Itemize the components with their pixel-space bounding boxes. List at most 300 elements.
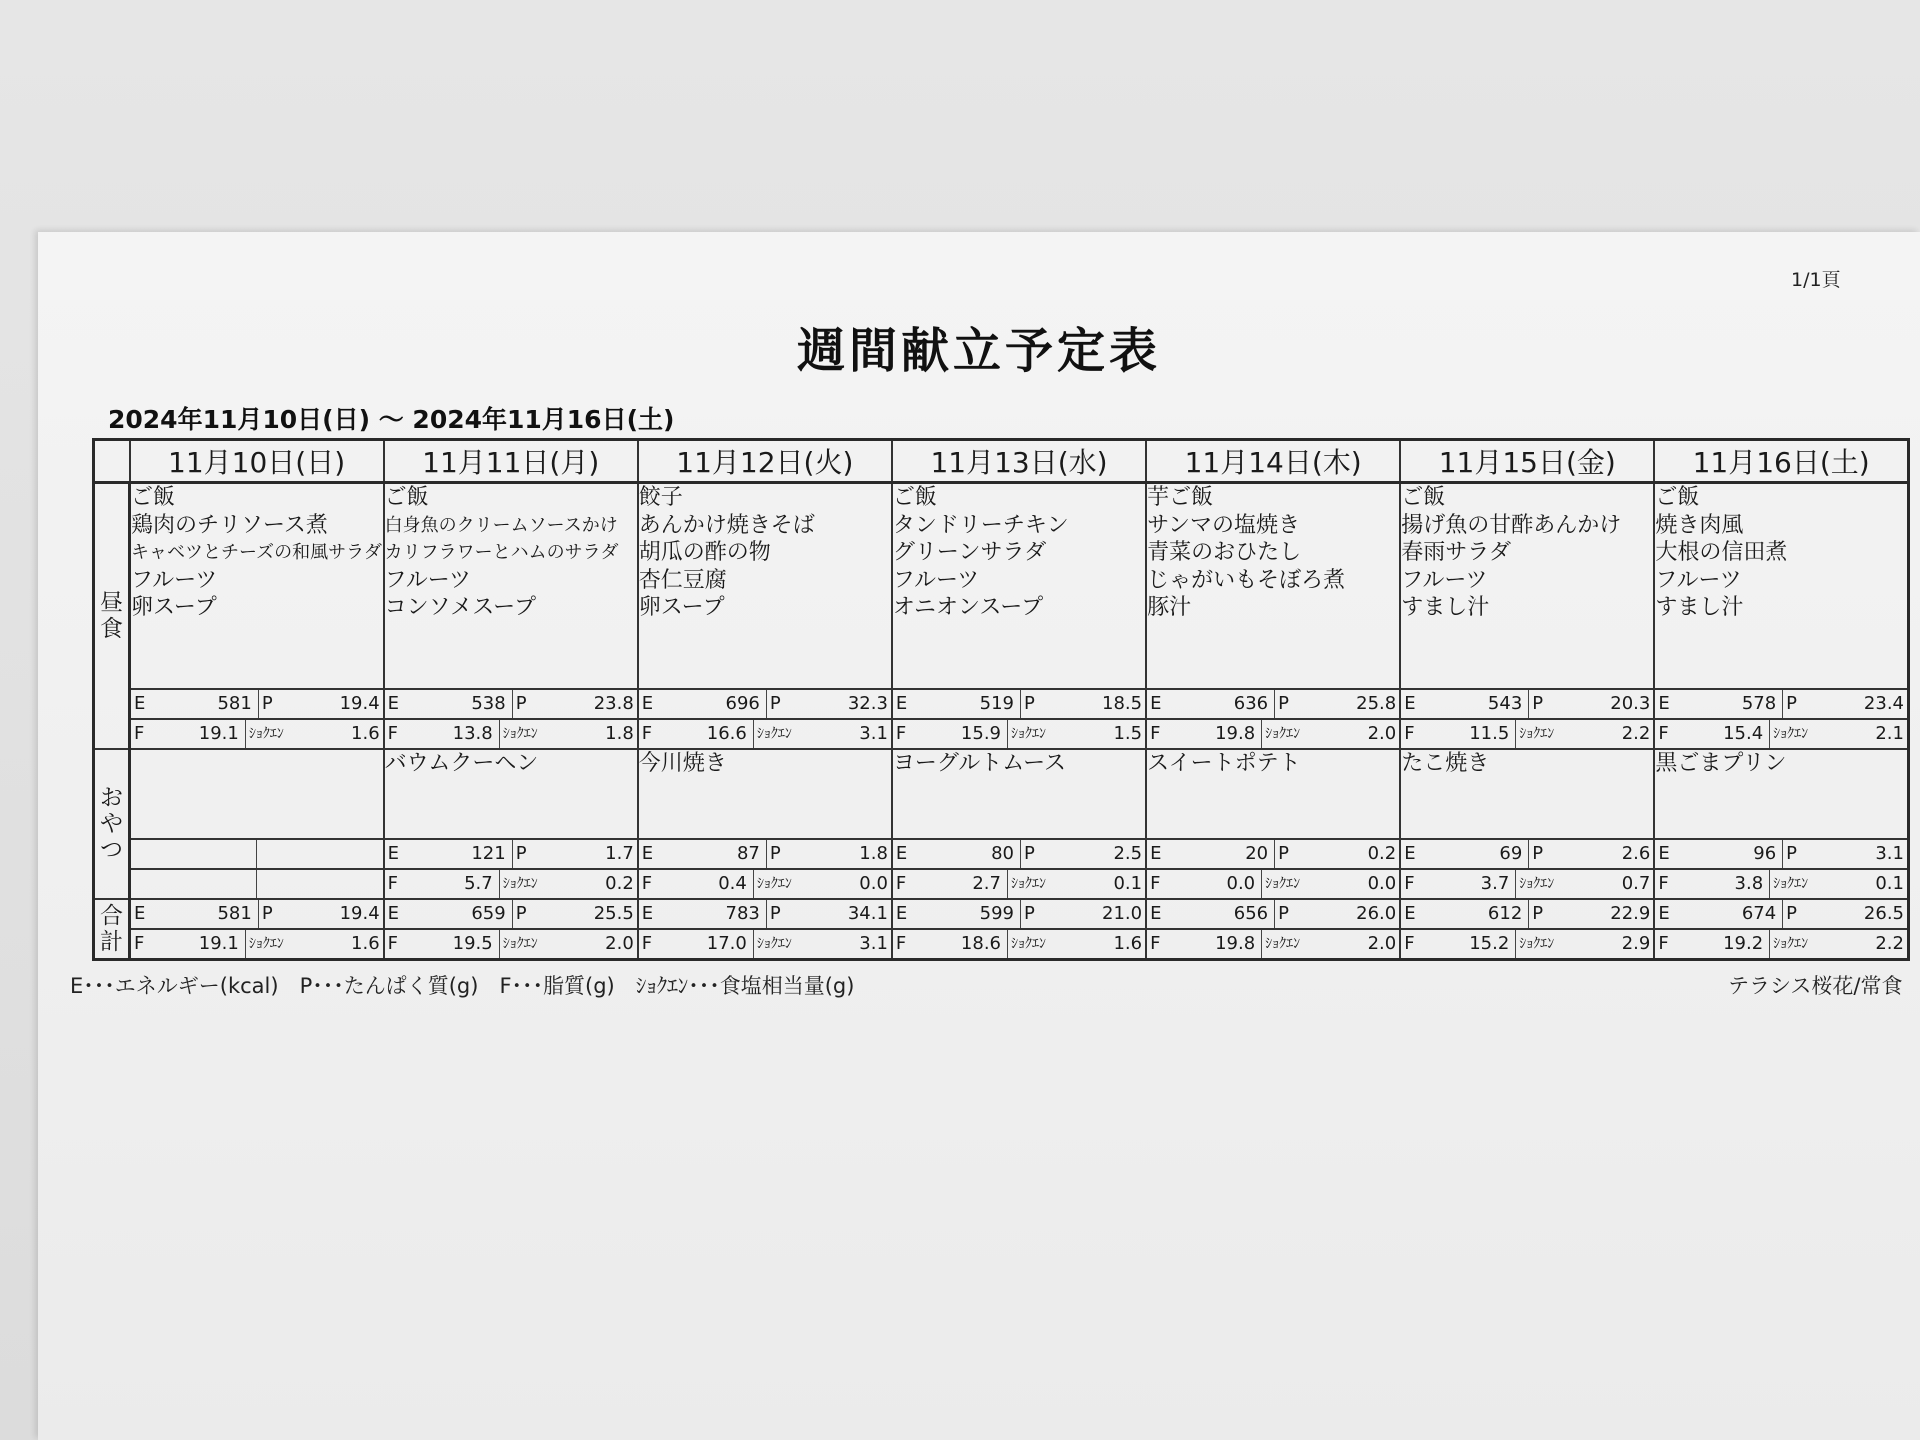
fat-label: F [1150,723,1161,744]
lunch-menu-cell [1654,483,1908,690]
fat-label: F [1658,723,1669,744]
total-nutrient-cell [1146,899,1400,929]
lunch-nutrient-cell [638,689,892,719]
energy-value: 96 [1676,840,1783,868]
total-nutrient-cell [384,929,638,960]
salt-value: 0.1 [1113,873,1143,894]
salt-label: ｼｮｸｴﾝ [1265,936,1301,952]
empty-nutrient-row [131,840,383,868]
day-header: 11月15日(金) [1400,440,1654,483]
facility-label: テラシス桜花/常食 [1728,974,1903,998]
energy-value: 20 [1168,840,1275,868]
snack-nutrient-cell [1654,839,1908,869]
salt-label: ｼｮｸｴﾝ [248,726,284,742]
protein-value: 2.5 [1113,843,1143,864]
total-nutrient-cell [638,929,892,960]
energy-label: E [1658,843,1670,864]
total-row-label-char: 合 [100,903,123,929]
nutrient-row-ep [131,690,383,718]
energy-label: E [641,843,654,864]
lunch-dish: 餃子 [638,485,683,510]
salt-value: 2.0 [1367,933,1397,954]
protein-label: P [515,693,527,714]
lunch-dish: すまし汁 [1401,595,1490,620]
fat-label: F [1658,933,1669,954]
lunch-dish: フルーツ [131,567,218,593]
nutrient-row-fs [1401,720,1653,748]
page-title: 週間献立予定表 [796,323,1161,379]
fat-value: 15.9 [914,720,1008,748]
nutrient-row-fs [893,930,1145,958]
salt-label: ｼｮｸｴﾝ [502,876,538,892]
salt-value: 0.2 [605,873,634,894]
nutrient-row-ep [1655,690,1907,718]
salt-label: ｼｮｸｴﾝ [1773,876,1809,892]
lunch-nutrient-cell [1400,689,1654,719]
lunch-dish: ご飯 [1655,485,1700,510]
snack-menu-cell [1400,749,1654,839]
lunch-energy-protein-row [94,689,1909,719]
protein-label: P [1786,903,1798,924]
protein-value: 0.2 [1367,843,1397,864]
energy-label: E [895,693,908,714]
fat-value: 16.6 [660,720,754,748]
total-nutrient-cell [1146,929,1400,960]
nutrient-row-fs [1147,720,1399,748]
snack-dish: ヨーグルトムース [892,751,1067,776]
salt-value: 3.1 [859,723,888,744]
weekly-menu-table [92,438,1910,961]
lunch-dish: フルーツ [892,567,980,593]
empty-nutrient-cell [131,870,257,898]
total-row-label [94,899,130,960]
protein-value: 1.7 [605,843,634,864]
snack-dish: たこ焼き [1401,751,1490,776]
total-nutrient-cell [892,929,1146,960]
lunch-nutrient-cell [1400,719,1654,749]
lunch-nutrient-cell [384,689,638,719]
lunch-dish: すまし汁 [1655,595,1744,620]
total-row-label-char: 計 [100,929,123,955]
lunch-menu-cell [1400,483,1654,690]
salt-label: ｼｮｸｴﾝ [502,936,538,952]
lunch-menu-cell [384,483,638,690]
lunch-dish: 焼き肉風 [1655,512,1744,538]
fat-value: 19.1 [152,930,246,958]
protein-label: P [1278,903,1289,924]
lunch-menu-cell [638,483,892,690]
salt-value: 2.1 [1875,723,1904,744]
total-nutrient-cell [892,899,1146,929]
lunch-fat-salt-row [94,719,1909,749]
energy-value: 659 [406,900,513,928]
nutrient-row-ep [639,840,891,868]
snack-nutrient-cell [130,839,384,869]
protein-label: P [1278,843,1289,864]
energy-label: E [1658,693,1670,714]
fat-value: 13.8 [406,720,500,748]
protein-label: P [769,693,781,714]
snack-dish: バウムクーヘン [384,751,539,776]
day-header: 11月16日(土) [1654,440,1908,483]
lunch-nutrient-cell [1654,719,1908,749]
energy-value: 578 [1676,690,1783,718]
energy-label: E [1150,693,1162,714]
fat-value: 19.2 [1676,930,1770,958]
salt-value: 1.6 [1113,933,1143,954]
fat-value: 3.7 [1422,870,1516,898]
nutrient-row-fs [893,720,1145,748]
fat-value: 2.7 [914,870,1008,898]
nutrient-row-fs [385,720,637,748]
nutrient-row-ep [385,690,637,718]
energy-label: E [1658,903,1670,924]
protein-value: 1.8 [859,843,888,864]
snack-row-label [94,749,130,899]
energy-value: 538 [406,690,513,718]
fat-value: 18.6 [914,930,1008,958]
protein-value: 25.8 [1356,693,1397,714]
protein-value: 23.8 [593,693,634,714]
nutrient-row-ep [385,840,637,868]
lunch-nutrient-cell [1654,689,1908,719]
fat-label: F [641,933,653,954]
fat-value: 0.0 [1168,870,1262,898]
protein-value: 23.4 [1863,693,1904,714]
energy-value: 121 [406,840,513,868]
nutrient-row-fs [1655,870,1907,898]
lunch-nutrient-cell [1146,689,1400,719]
protein-value: 26.5 [1863,903,1904,924]
protein-label: P [1278,693,1289,714]
protein-value: 20.3 [1610,693,1651,714]
nutrient-row-ep [131,900,383,928]
energy-label: E [134,903,146,924]
day-header: 11月14日(木) [1146,440,1400,483]
lunch-menu-cell [130,483,384,690]
nutrient-row-fs [639,720,891,748]
snack-nutrient-cell [638,869,892,899]
protein-label: P [261,903,273,924]
salt-value: 0.0 [1367,873,1397,894]
snack-nutrient-cell [1400,839,1654,869]
protein-value: 18.5 [1102,693,1143,714]
snack-nutrient-cell [892,839,1146,869]
lunch-dish: フルーツ [1401,567,1488,593]
fat-label: F [387,723,398,744]
total-nutrient-cell [130,929,384,960]
lunch-dish: キャベツとチーズの和風サラダ [131,542,382,563]
lunch-dish: コンソメスープ [384,595,537,620]
protein-label: P [1786,843,1798,864]
energy-label: E [895,903,908,924]
salt-label: ｼｮｸｴﾝ [1773,936,1809,952]
snack-nutrient-cell [384,839,638,869]
snack-nutrient-cell [384,869,638,899]
protein-label: P [769,903,781,924]
energy-label: E [1150,843,1162,864]
protein-label: P [769,843,781,864]
nutrient-row-ep [639,690,891,718]
lunch-nutrient-cell [638,719,892,749]
lunch-nutrient-cell [892,719,1146,749]
fat-label: F [1150,933,1161,954]
lunch-dish: ご飯 [131,485,176,510]
snack-dish: 今川焼き [638,751,727,776]
fat-value: 17.0 [660,930,754,958]
nutrient-row-fs [131,930,383,958]
energy-value: 69 [1422,840,1529,868]
total-fat-salt-row [94,929,1909,960]
lunch-menu-cell [1146,483,1400,690]
fat-label: F [1404,873,1415,894]
snack-nutrient-cell [892,869,1146,899]
day-header: 11月13日(水) [892,440,1146,483]
energy-label: E [387,903,400,924]
snack-nutrient-cell [1654,869,1908,899]
salt-value: 2.0 [605,933,634,954]
nutrient-row-fs [1147,870,1399,898]
snack-menu-cell [1654,749,1908,839]
fat-label: F [641,723,653,744]
salt-value: 0.1 [1875,873,1904,894]
snack-nutrient-cell [1146,869,1400,899]
lunch-dish: 芋ご飯 [1147,485,1214,510]
salt-value: 1.8 [605,723,634,744]
salt-label: ｼｮｸｴﾝ [756,726,792,742]
lunch-dish: 豚汁 [1147,595,1192,620]
fat-label: F [895,873,907,894]
energy-label: E [895,843,908,864]
energy-label: E [134,693,146,714]
protein-value: 26.0 [1356,903,1397,924]
energy-label: E [387,843,400,864]
protein-value: 34.1 [847,903,888,924]
nutrient-row-ep [1401,690,1653,718]
nutrient-row-ep [639,900,891,928]
fat-value: 15.4 [1676,720,1770,748]
salt-value: 2.0 [1367,723,1397,744]
salt-value: 1.6 [351,723,380,744]
lunch-dish: 卵スープ [638,595,725,620]
total-nutrient-cell [1654,929,1908,960]
snack-menu-cell [384,749,638,839]
nutrient-row-ep [893,690,1145,718]
snack-menu-cell [1146,749,1400,839]
lunch-row-label-char: 食 [100,616,123,642]
date-range: 2024年11月10日(日) ～ 2024年11月16日(土) [108,405,675,434]
nutrient-row-ep [1401,840,1653,868]
nutrient-row-fs [385,930,637,958]
nutrient-legend: E･･･エネルギー(kcal) P･･･たんぱく質(g) F･･･脂質(g) ｼｮｸｴﾝ･･･食塩相当量(g) [70,974,855,998]
protein-label: P [1786,693,1798,714]
empty-nutrient-cell [257,840,382,868]
salt-label: ｼｮｸｴﾝ [756,936,792,952]
lunch-row-label-char: 昼 [100,590,123,616]
energy-value: 612 [1422,900,1529,928]
snack-menu-cell [638,749,892,839]
lunch-dish: フルーツ [1655,567,1742,593]
lunch-nutrient-cell [130,689,384,719]
lunch-dish: じゃがいもそぼろ煮 [1147,567,1346,593]
salt-value: 1.5 [1113,723,1143,744]
fat-value: 19.1 [152,720,246,748]
snack-nutrient-cell [1146,839,1400,869]
salt-label: ｼｮｸｴﾝ [1519,936,1555,952]
lunch-dish: 大根の信田煮 [1655,540,1788,565]
empty-nutrient-cell [257,870,382,898]
total-nutrient-cell [1400,899,1654,929]
protein-value: 25.5 [593,903,634,924]
snack-menu-cell [892,749,1146,839]
day-header: 11月12日(火) [638,440,892,483]
nutrient-row-ep [893,900,1145,928]
salt-label: ｼｮｸｴﾝ [1519,726,1555,742]
lunch-dish: ご飯 [1401,485,1446,510]
salt-value: 2.9 [1621,933,1651,954]
nutrient-row-ep [1147,690,1399,718]
nutrient-row-fs [1401,870,1653,898]
lunch-nutrient-cell [384,719,638,749]
energy-value: 519 [914,690,1021,718]
salt-label: ｼｮｸｴﾝ [502,726,538,742]
fat-label: F [1404,723,1415,744]
snack-nutrient-cell [1400,869,1654,899]
energy-label: E [387,693,400,714]
snack-row-label-char: お [100,785,123,811]
protein-label: P [1024,693,1035,714]
energy-value: 581 [152,900,259,928]
salt-label: ｼｮｸｴﾝ [1773,726,1809,742]
fat-value: 5.7 [406,870,500,898]
energy-label: E [1404,693,1416,714]
fat-value: 19.8 [1168,930,1262,958]
nutrient-row-fs [131,720,383,748]
salt-label: ｼｮｸｴﾝ [1265,726,1301,742]
fat-label: F [134,723,145,744]
lunch-items-row [94,483,1909,690]
salt-value: 2.2 [1621,723,1651,744]
protein-value: 19.4 [339,903,380,924]
energy-label: E [1404,903,1416,924]
energy-label: E [1404,843,1416,864]
snack-menu-cell [130,749,384,839]
snack-nutrient-cell [638,839,892,869]
menu-sheet [38,232,1920,1440]
nutrient-row-ep [1147,840,1399,868]
corner-cell [94,440,130,483]
protein-label: P [1532,693,1544,714]
nutrient-row-fs [1655,930,1907,958]
salt-label: ｼｮｸｴﾝ [1011,726,1046,742]
nutrient-row-fs [1401,930,1653,958]
salt-label: ｼｮｸｴﾝ [1011,936,1046,952]
energy-value: 674 [1676,900,1783,928]
lunch-dish: 白身魚のクリームソースかけ [384,514,618,536]
lunch-dish: グリーンサラダ [892,540,1047,565]
fat-label: F [387,933,398,954]
lunch-nutrient-cell [1146,719,1400,749]
total-energy-protein-row [94,899,1909,929]
snack-nutrient-cell [130,869,384,899]
nutrient-row-ep [893,840,1145,868]
total-nutrient-cell [130,899,384,929]
salt-label: ｼｮｸｴﾝ [248,936,284,952]
protein-label: P [1532,903,1544,924]
page-number: 1/1頁 [1791,269,1841,291]
lunch-nutrient-cell [130,719,384,749]
protein-label: P [515,843,527,864]
energy-value: 783 [660,900,767,928]
total-nutrient-cell [638,899,892,929]
energy-label: E [641,903,654,924]
snack-row-label-char: つ [100,837,123,863]
total-nutrient-cell [1654,899,1908,929]
lunch-dish: サンマの塩焼き [1147,512,1300,538]
salt-value: 0.0 [859,873,888,894]
lunch-dish: 揚げ魚の甘酢あんかけ [1401,512,1622,538]
protein-value: 21.0 [1102,903,1143,924]
salt-value: 3.1 [859,933,888,954]
nutrient-row-ep [1401,900,1653,928]
nutrient-row-ep [1147,900,1399,928]
lunch-dish: 春雨サラダ [1401,540,1511,565]
fat-label: F [895,933,907,954]
fat-value: 11.5 [1422,720,1516,748]
protein-value: 19.4 [339,693,380,714]
salt-label: ｼｮｸｴﾝ [1519,876,1555,892]
protein-label: P [1532,843,1544,864]
lunch-dish: カリフラワーとハムのサラダ [384,542,619,563]
lunch-dish: 鶏肉のチリソース煮 [131,512,328,538]
protein-label: P [1024,903,1035,924]
lunch-dish: オニオンスープ [892,595,1044,620]
energy-label: E [1150,903,1162,924]
fat-value: 15.2 [1422,930,1516,958]
energy-value: 543 [1422,690,1529,718]
lunch-dish: ご飯 [892,485,937,510]
protein-label: P [515,903,527,924]
nutrient-row-fs [639,870,891,898]
lunch-dish: フルーツ [384,567,471,593]
fat-label: F [387,873,398,894]
lunch-menu-cell [892,483,1146,690]
energy-value: 656 [1168,900,1275,928]
lunch-nutrient-cell [892,689,1146,719]
salt-label: ｼｮｸｴﾝ [756,876,792,892]
protein-label: P [261,693,273,714]
nutrient-row-fs [639,930,891,958]
lunch-dish: あんかけ焼きそば [638,512,815,538]
salt-value: 0.7 [1621,873,1651,894]
protein-label: P [1024,843,1035,864]
energy-label: E [641,693,654,714]
fat-value: 19.5 [406,930,500,958]
lunch-row-label [94,483,130,750]
energy-value: 599 [914,900,1021,928]
salt-value: 2.2 [1875,933,1904,954]
snack-fat-salt-row [94,869,1909,899]
lunch-dish: タンドリーチキン [892,512,1069,538]
empty-nutrient-cell [131,840,257,868]
nutrient-row-fs [1655,720,1907,748]
snack-dish: スイートポテト [1147,751,1301,776]
nutrient-row-ep [1655,840,1907,868]
energy-value: 696 [660,690,767,718]
protein-value: 22.9 [1610,903,1651,924]
protein-value: 3.1 [1875,843,1904,864]
nutrient-row-ep [385,900,637,928]
